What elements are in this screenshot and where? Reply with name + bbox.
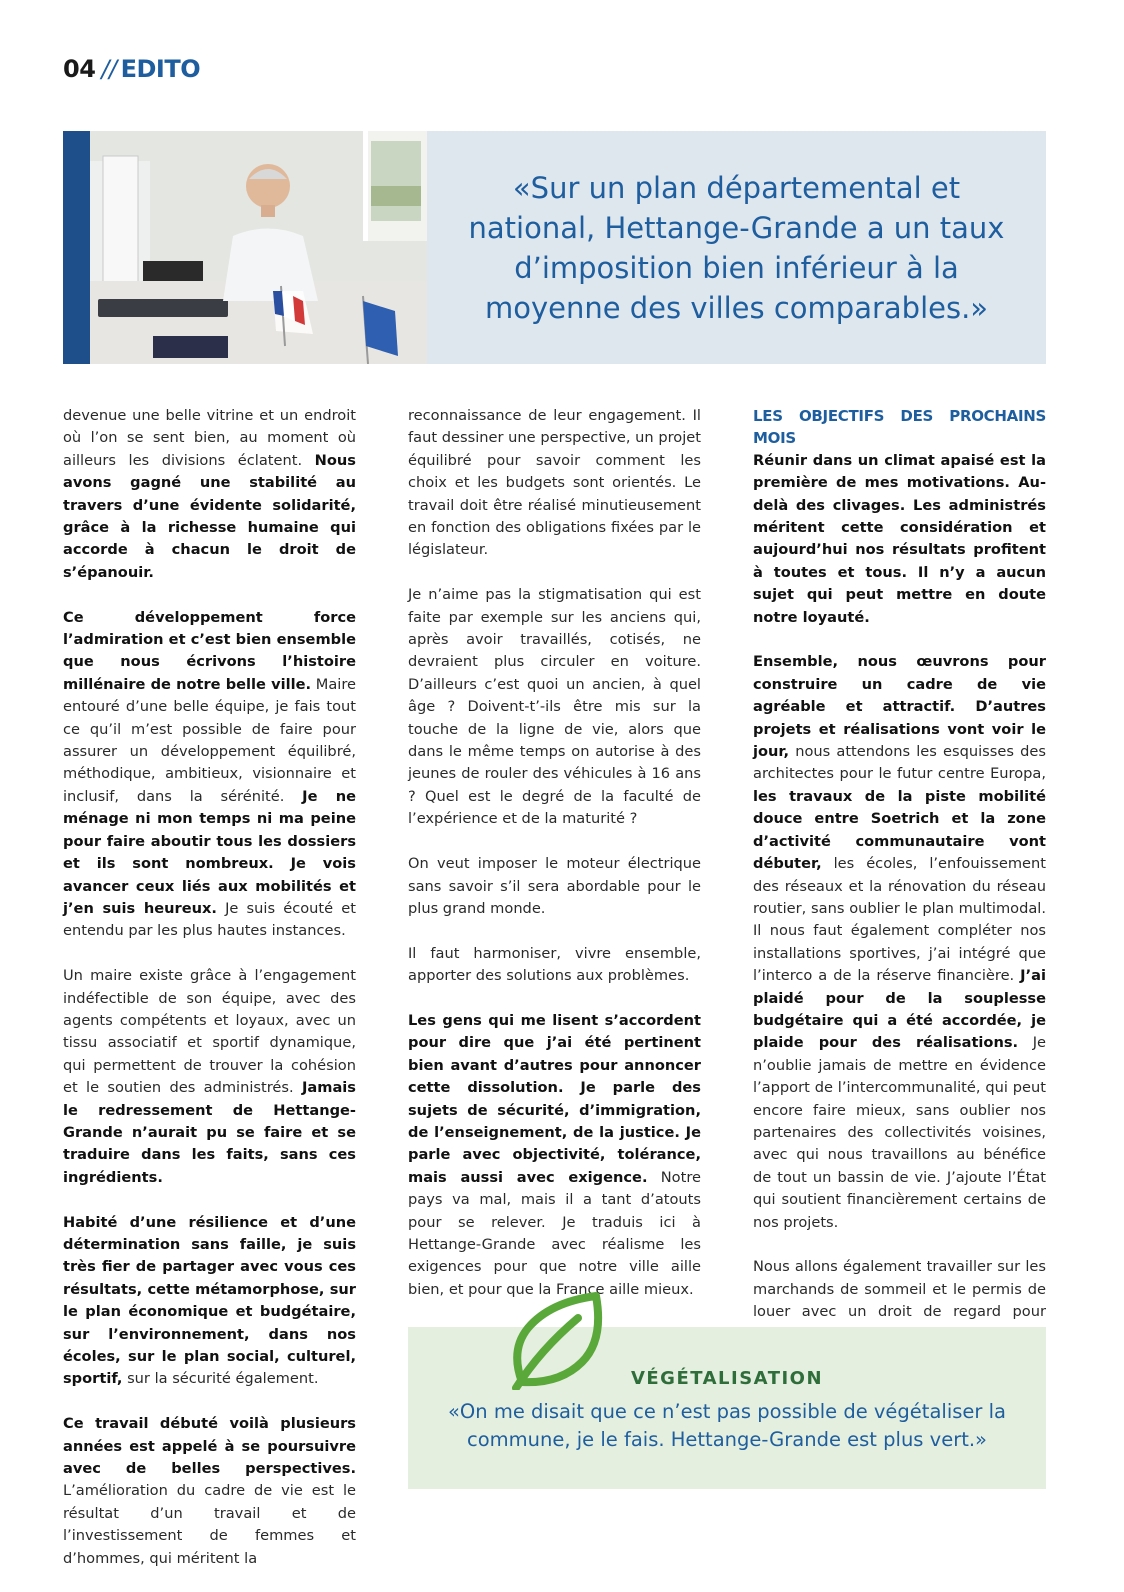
paragraph xyxy=(63,1212,356,1391)
objectives-heading: LES OBJECTIFS DES PROCHAINS MOIS xyxy=(753,407,1046,448)
column-1 xyxy=(63,405,356,1592)
body-text: les écoles, l’enfouissement des réseaux et la rénovation du réseau routier, sans oublier le plan multimodal. Il nous faut également compléter nos installations sportives, j’ai intégré que l’interco a de la réserve financière. xyxy=(753,855,1046,985)
paragraph xyxy=(408,853,701,920)
paragraph xyxy=(63,1413,356,1570)
paragraph xyxy=(408,405,701,562)
bold-text: les travaux de la piste mobilité douce entre Soetrich et la zone d’activité communautaire vont débuter, xyxy=(753,787,1046,873)
bold-text: Ce travail débuté voilà plusieurs années est appelé à se poursuivre avec de belles perspectives. xyxy=(63,1415,356,1478)
bold-text: Ce développement force l’admiration et c’est bien ensemble que nous écrivons l’histoire millénaire de notre belle ville. xyxy=(63,608,356,693)
body-text: Nous allons également travailler sur les marchands de sommeil et le permis de louer avec un droit de regard pour xyxy=(753,1258,1046,1321)
page-header xyxy=(63,55,200,83)
body-text: sur la sécurité également. xyxy=(122,1370,319,1388)
paragraph xyxy=(408,943,701,988)
paragraph xyxy=(408,1010,701,1301)
header-separator: // xyxy=(101,55,117,83)
mayor-photo-illustration xyxy=(63,131,427,364)
body-text: reconnaissance de leur engagement. Il faut dessiner une perspective, un projet équilibré pour savoir comment les choix et les budgets sont orientés. Le travail doit être réalisé minutieusement en fonction des obligations fixées par le législateur. xyxy=(408,407,701,559)
pull-quote-box xyxy=(427,131,1046,364)
paragraph xyxy=(753,651,1046,1234)
bold-text: Les gens qui me lisent s’accordent pour dire que j’ai été pertinent bien avant d’autres pour annoncer cette dissolution. Je parle des sujets de sécurité, d’immigration, de l’enseignement, de la justice. Je parle avec objectivité, tolérance, mais aussi avec exigence. xyxy=(408,1011,701,1186)
bold-text: J’ai plaidé pour de la souplesse budgétaire qui a été accordée, je plaide pour des réalisations. xyxy=(753,967,1046,1052)
body-text: devenue une belle vitrine et un endroit où l’on se sent bien, au moment où ailleurs les divisions éclatent. xyxy=(63,407,356,469)
mayor-photo xyxy=(63,131,427,364)
body-text: Il faut harmoniser, vivre ensemble, apporter des solutions aux problèmes. xyxy=(408,944,701,985)
column-2 xyxy=(408,405,701,1324)
vegetalisation-title: VÉGÉTALISATION xyxy=(630,1368,824,1389)
paragraph xyxy=(63,965,356,1189)
paragraph xyxy=(408,584,701,830)
bold-text: Habité d’une résilience et d’une détermination sans faille, je suis très fier de partager avec vous ces résultats, cette métamorphose, sur le plan économique et budgétaire, sur l’environnement, dans nos écoles, sur le plan social, culturel, sportif, xyxy=(63,1213,356,1388)
bold-text: Nous avons gagné une stabilité au travers d’une évidente solidarité, grâce à la richesse humaine qui accorde à chacun le droit de s’épanouir. xyxy=(63,451,356,581)
body-text: Je n’oublie jamais de mettre en évidence l’apport de l’intercommunalité, qui peut encore faire mieux, sans oublier nos partenaires des collectivités voisines, avec qui nous travaillons au bénéfice de tout un bassin de vie. J’ajoute l’État qui soutient financièrement certains de nos projets. xyxy=(753,1034,1046,1231)
body-text: nous attendons les esquisses des architectes pour le futur centre Europa, xyxy=(753,743,1046,783)
bold-text: Ensemble, nous œuvrons pour construire un cadre de vie agréable et attractif. D’autres projets et réalisations vont voir le jour, xyxy=(753,653,1046,761)
paragraph xyxy=(63,405,356,584)
photo-accent-bar xyxy=(63,131,90,364)
paragraph xyxy=(753,450,1046,629)
bold-text: Réunir dans un climat apaisé est la première de mes motivations. Au-delà des clivages. Les administrés méritent cette considération et aujourd’hui nos résultats profitent à toutes et tous. Il n’y a aucun sujet qui peut mettre en doute notre loyauté. xyxy=(753,451,1046,626)
body-text: Je n’aime pas la stigmatisation qui est faite par exemple sur les anciens qui, après avoir travaillés, cotisés, ne devraient plus circuler en voiture. D’ailleurs c’est quoi un ancien, à quel âge ? Doivent-t’-ils être mis sur la touche de la ligne de vie, alors que dans le même temps on autorise à des jeunes de rouler des véhicules à 16 ans ? Quel est le degré de la faculté de l’expérience et de la maturité ? xyxy=(408,586,701,828)
vegetalisation-quote: «On me disait que ce n’est pas possible de végétaliser la commune, je le fais. Hettange-Grande est plus vert.» xyxy=(448,1400,1006,1451)
column-3-body xyxy=(753,450,1046,1346)
paragraph xyxy=(63,607,356,943)
body-text: On veut imposer le moteur électrique sans savoir s’il sera abordable pour le plus grand monde. xyxy=(408,855,701,917)
page-number: 04 xyxy=(63,55,96,83)
column-3 xyxy=(753,405,1046,1368)
body-text: Je suis écouté et entendu par les plus hautes instances. xyxy=(63,899,356,940)
bold-text: Jamais le redressement de Hettange-Grande n’aurait pu se faire et se traduire dans les faits, sans ces ingrédients. xyxy=(63,1079,356,1186)
body-text: Maire entouré d’une belle équipe, je fais tout ce qu’il m’est possible de faire pour assurer un développement équilibré, méthodique, ambitieux, visionnaire et inclusif, dans la sérénité. xyxy=(63,675,356,805)
section-title: EDITO xyxy=(120,55,201,83)
pull-quote: «Sur un plan départemental et national, Hettange-Grande a un taux d’imposition bien inférieur à la moyenne des villes comparables.» xyxy=(468,170,1005,325)
body-text: L’amélioration du cadre de vie est le résultat d’un travail et de l’investissement de femmes et d’hommes, qui méritent la xyxy=(63,1482,356,1567)
body-text: Un maire existe grâce à l’engagement indéfectible de son équipe, avec des agents compétents et loyaux, avec un tissu associatif et sportif dynamique, qui permettent de trouver la cohésion et le soutien des administrés. xyxy=(63,967,356,1097)
bold-text: Je ne ménage ni mon temps ni ma peine pour faire aboutir tous les dossiers et ils sont nombreux. Je vois avancer ceux liés aux mobilités et j’en suis heureux. xyxy=(63,787,356,917)
body-text: Notre pays va mal, mais il a tant d’atouts pour se relever. Je traduis ici à Hettange-Grande avec réalisme les exigences pour que notre ville aille bien, et pour que la France aille mieux. xyxy=(408,1168,701,1298)
